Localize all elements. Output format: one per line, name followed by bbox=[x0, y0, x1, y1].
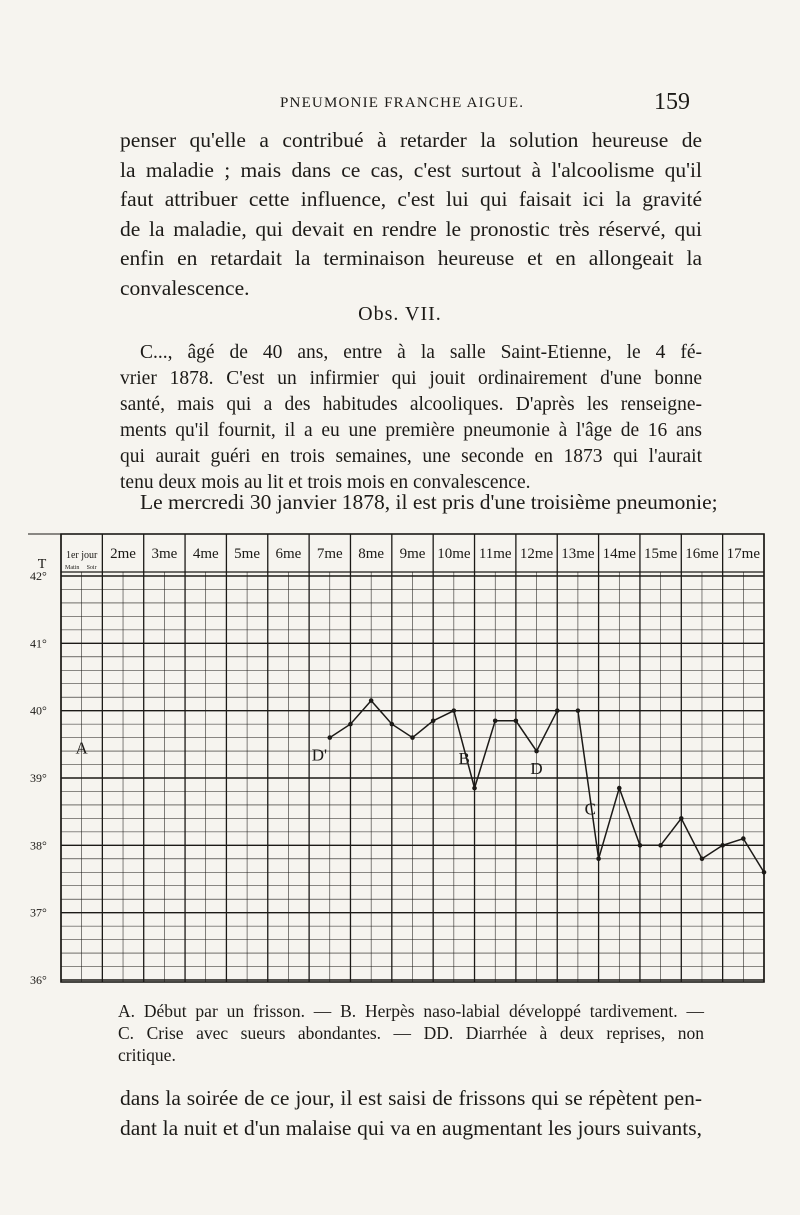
temperature-point bbox=[596, 857, 601, 862]
annotation-label: D' bbox=[311, 745, 328, 765]
axis-label: T bbox=[37, 557, 47, 572]
y-tick-label: 42° bbox=[30, 569, 47, 583]
temperature-chart-svg bbox=[28, 526, 788, 996]
y-tick-label: 36° bbox=[30, 973, 47, 987]
day-label: 2me bbox=[110, 546, 136, 562]
day-label: 1er jour bbox=[65, 550, 98, 561]
annotation-label: D bbox=[530, 758, 543, 778]
temperature-point bbox=[493, 718, 498, 723]
temperature-point bbox=[410, 735, 415, 740]
day-label: 11me bbox=[478, 546, 512, 562]
text-line: dant la nuit et d'un malaise qui va en augmentant les jours suivants, bbox=[120, 1115, 702, 1140]
y-tick-label: 37° bbox=[30, 905, 47, 920]
caption-line: C. Crise avec sueurs abondantes. — DD. Diarrhée à deux reprises, non bbox=[118, 1023, 704, 1043]
page-header bbox=[280, 89, 690, 121]
day-label: 17me bbox=[726, 546, 760, 562]
text-line: de la maladie, qui devait en rendre le pronostic très réservé, qui bbox=[120, 216, 702, 241]
temperature-point bbox=[431, 718, 436, 723]
day-label: 8me bbox=[358, 546, 385, 562]
temperature-point bbox=[452, 708, 457, 713]
temperature-point bbox=[762, 870, 767, 875]
day-label: 15me bbox=[643, 546, 678, 562]
text-line: vrier 1878. C'est un infirmier qui jouit ordinairement d'une bonne bbox=[120, 368, 702, 389]
y-tick-label: 38° bbox=[30, 838, 47, 853]
temperature-chart bbox=[28, 526, 788, 996]
text-line: enfin en retardait la terminaison heureuse et en allongeait la bbox=[120, 246, 702, 270]
temperature-point bbox=[369, 698, 374, 703]
annotation-label: B bbox=[458, 748, 470, 768]
text-line: tenu deux mois au lit et trois mois en convalescence. bbox=[120, 472, 531, 493]
text-line: ments qu'il fournit, il a eu une première pneumonie à l'âge de 16 ans bbox=[120, 420, 702, 441]
y-tick-label: 41° bbox=[30, 636, 47, 651]
y-tick-label: 39° bbox=[30, 771, 47, 785]
day-label: 9me bbox=[399, 546, 426, 562]
temperature-point bbox=[390, 722, 395, 727]
temperature-point bbox=[348, 722, 353, 727]
running-title: PNEUMONIE FRANCHE AIGUE. bbox=[280, 95, 525, 111]
annotation-label: A bbox=[75, 738, 88, 758]
day-label: 16me bbox=[685, 546, 719, 562]
onset-paragraph bbox=[120, 488, 718, 518]
observation-title: Obs. VII. bbox=[358, 303, 442, 325]
text-line: dans la soirée de ce jour, il est saisi de frissons qui se répètent pen- bbox=[120, 1086, 702, 1110]
intro-paragraph bbox=[120, 126, 702, 303]
text-line: Le mercredi 30 janvier 1878, il est pris d'une troisième pneumonie; bbox=[140, 490, 718, 514]
day-label: 3me bbox=[151, 546, 178, 562]
temperature-point bbox=[555, 708, 560, 713]
temperature-point bbox=[472, 786, 477, 791]
temperature-point bbox=[741, 836, 746, 841]
text-line: penser qu'elle a contribué à retarder la solution heureuse de bbox=[120, 128, 702, 152]
text-line: qui aurait guéri en trois semaines, une seconde en 1873 qui l'aurait bbox=[120, 446, 702, 467]
text-line: C..., âgé de 40 ans, entre à la salle Saint-Etienne, le 4 fé- bbox=[140, 342, 702, 363]
temperature-point bbox=[700, 857, 705, 862]
day-label: 14me bbox=[602, 546, 636, 562]
y-tick-label: 40° bbox=[30, 703, 47, 718]
page-number: 159 bbox=[654, 89, 690, 115]
temperature-point bbox=[327, 735, 332, 740]
day-label: 10me bbox=[437, 546, 471, 562]
temperature-line bbox=[330, 701, 764, 873]
text-line: la maladie ; mais dans ce cas, c'est surtout à l'alcoolisme qu'il bbox=[120, 157, 702, 182]
day-label: 7me bbox=[316, 546, 343, 562]
temperature-point bbox=[658, 843, 663, 848]
sub-label-morning: Matin bbox=[64, 565, 80, 571]
day-label: 12me bbox=[519, 546, 554, 562]
annotation-label: C bbox=[584, 799, 596, 819]
day-label: 6me bbox=[275, 546, 302, 562]
temperature-point bbox=[617, 786, 622, 791]
chart-caption bbox=[118, 1000, 704, 1066]
temperature-point bbox=[514, 718, 519, 723]
text-line: convalescence. bbox=[120, 275, 250, 300]
text-line: faut attribuer cette influence, c'est lui qui faisait ici la gravité bbox=[120, 187, 702, 211]
caption-line: critique. bbox=[118, 1045, 176, 1065]
temperature-point bbox=[638, 843, 643, 848]
caption-line: A. Début par un frisson. — B. Herpès naso-labial développé tardivement. — bbox=[118, 1001, 704, 1021]
sub-label-evening: Soir bbox=[86, 565, 97, 571]
temperature-point bbox=[720, 843, 725, 848]
temperature-point bbox=[679, 816, 684, 821]
text-line: santé, mais qui a des habitudes alcooliques. D'après les renseigne- bbox=[120, 394, 702, 415]
day-label: 13me bbox=[561, 546, 595, 562]
temperature-point bbox=[576, 708, 581, 713]
day-label: 4me bbox=[192, 546, 219, 562]
final-paragraph bbox=[120, 1084, 702, 1143]
temperature-point bbox=[534, 749, 539, 754]
case-paragraph bbox=[120, 340, 702, 496]
day-label: 5me bbox=[234, 546, 261, 562]
